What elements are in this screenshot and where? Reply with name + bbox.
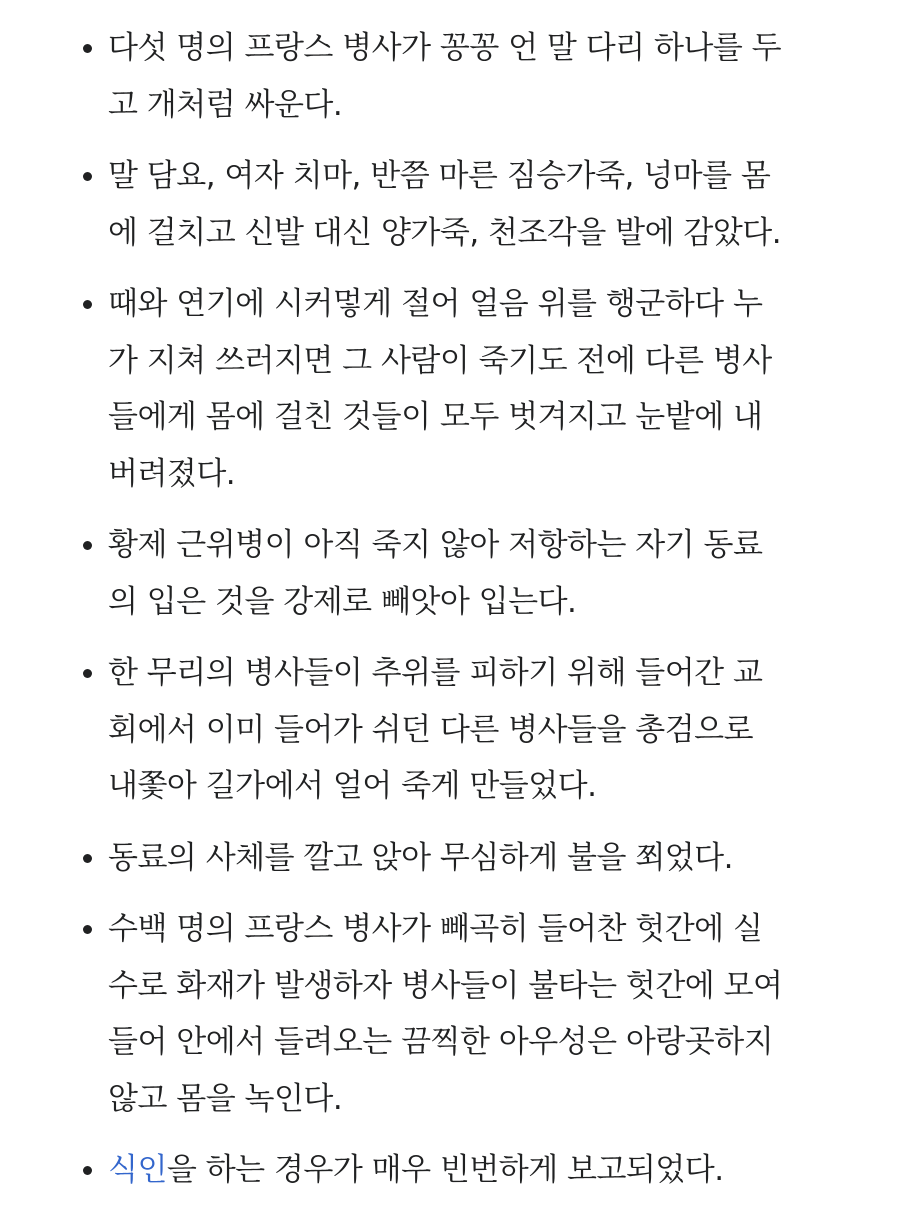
bullet-icon xyxy=(83,925,92,934)
bullet-icon xyxy=(83,854,92,863)
list-item xyxy=(108,901,900,1127)
bullet-icon xyxy=(83,669,92,678)
list-item-line: 버려졌다. xyxy=(108,455,236,492)
list-item xyxy=(108,645,900,815)
list-item-line: 다섯 명의 프랑스 병사가 꽁꽁 언 말 다리 하나를 두 xyxy=(108,30,782,66)
list-item-line: 회에서 이미 들어가 쉬던 다른 병사들을 총검으로 xyxy=(108,711,754,748)
bullet-icon xyxy=(83,44,92,53)
list-item-line: 에 걸치고 신발 대신 양가죽, 천조각을 발에 감았다. xyxy=(108,214,782,251)
cannibalism-link[interactable]: 식인 xyxy=(108,1152,167,1188)
list-item-line: 말 담요, 여자 치마, 반쯤 마른 짐승가죽, 넝마를 몸 xyxy=(108,158,771,194)
bullet-icon xyxy=(83,1166,92,1175)
list-item-line xyxy=(108,1142,900,1199)
list-item-text: 을 하는 경우가 매우 빈번하게 보고되었다. xyxy=(166,1152,724,1188)
bullet-icon xyxy=(83,541,92,550)
list-item xyxy=(108,148,900,261)
list-item-line: 들에게 몸에 걸친 것들이 모두 벗겨지고 눈밭에 내 xyxy=(108,399,763,435)
list-item-line: 내쫓아 길가에서 얼어 죽게 만들었다. xyxy=(108,768,597,804)
list-item-line: 동료의 사체를 깔고 앉아 무심하게 불을 쬐었다. xyxy=(108,839,733,876)
list-item-line: 들어 안에서 들려오는 끔찍한 아우성은 아랑곳하지 xyxy=(108,1024,774,1060)
list-item-line: 고 개처럼 싸운다. xyxy=(108,86,343,123)
list-item xyxy=(108,1142,900,1199)
bullet-icon xyxy=(83,172,92,181)
list-item-line: 수로 화재가 발생하자 병사들이 불타는 헛간에 모여 xyxy=(108,967,783,1004)
list-item-line: 수백 명의 프랑스 병사가 빼곡히 들어찬 헛간에 실 xyxy=(108,911,763,947)
list-item-line: 황제 근위병이 아직 죽지 않아 저항하는 자기 동료 xyxy=(108,527,763,563)
list-item-line: 한 무리의 병사들이 추위를 피하기 위해 들어간 교 xyxy=(108,655,763,691)
bullet-icon xyxy=(83,300,92,309)
list-item-line: 의 입은 것을 강제로 빼앗아 입는다. xyxy=(108,583,577,620)
list-item xyxy=(108,517,900,630)
list-item-line: 않고 몸을 녹인다. xyxy=(108,1080,343,1117)
list-item-line: 때와 연기에 시커멓게 절어 얼음 위를 행군하다 누 xyxy=(108,286,763,322)
list-item-line: 가 지쳐 쓰러지면 그 사람이 죽기도 전에 다른 병사 xyxy=(108,342,772,379)
list-item xyxy=(108,830,900,887)
list-item xyxy=(108,20,900,133)
list-item xyxy=(108,276,900,502)
